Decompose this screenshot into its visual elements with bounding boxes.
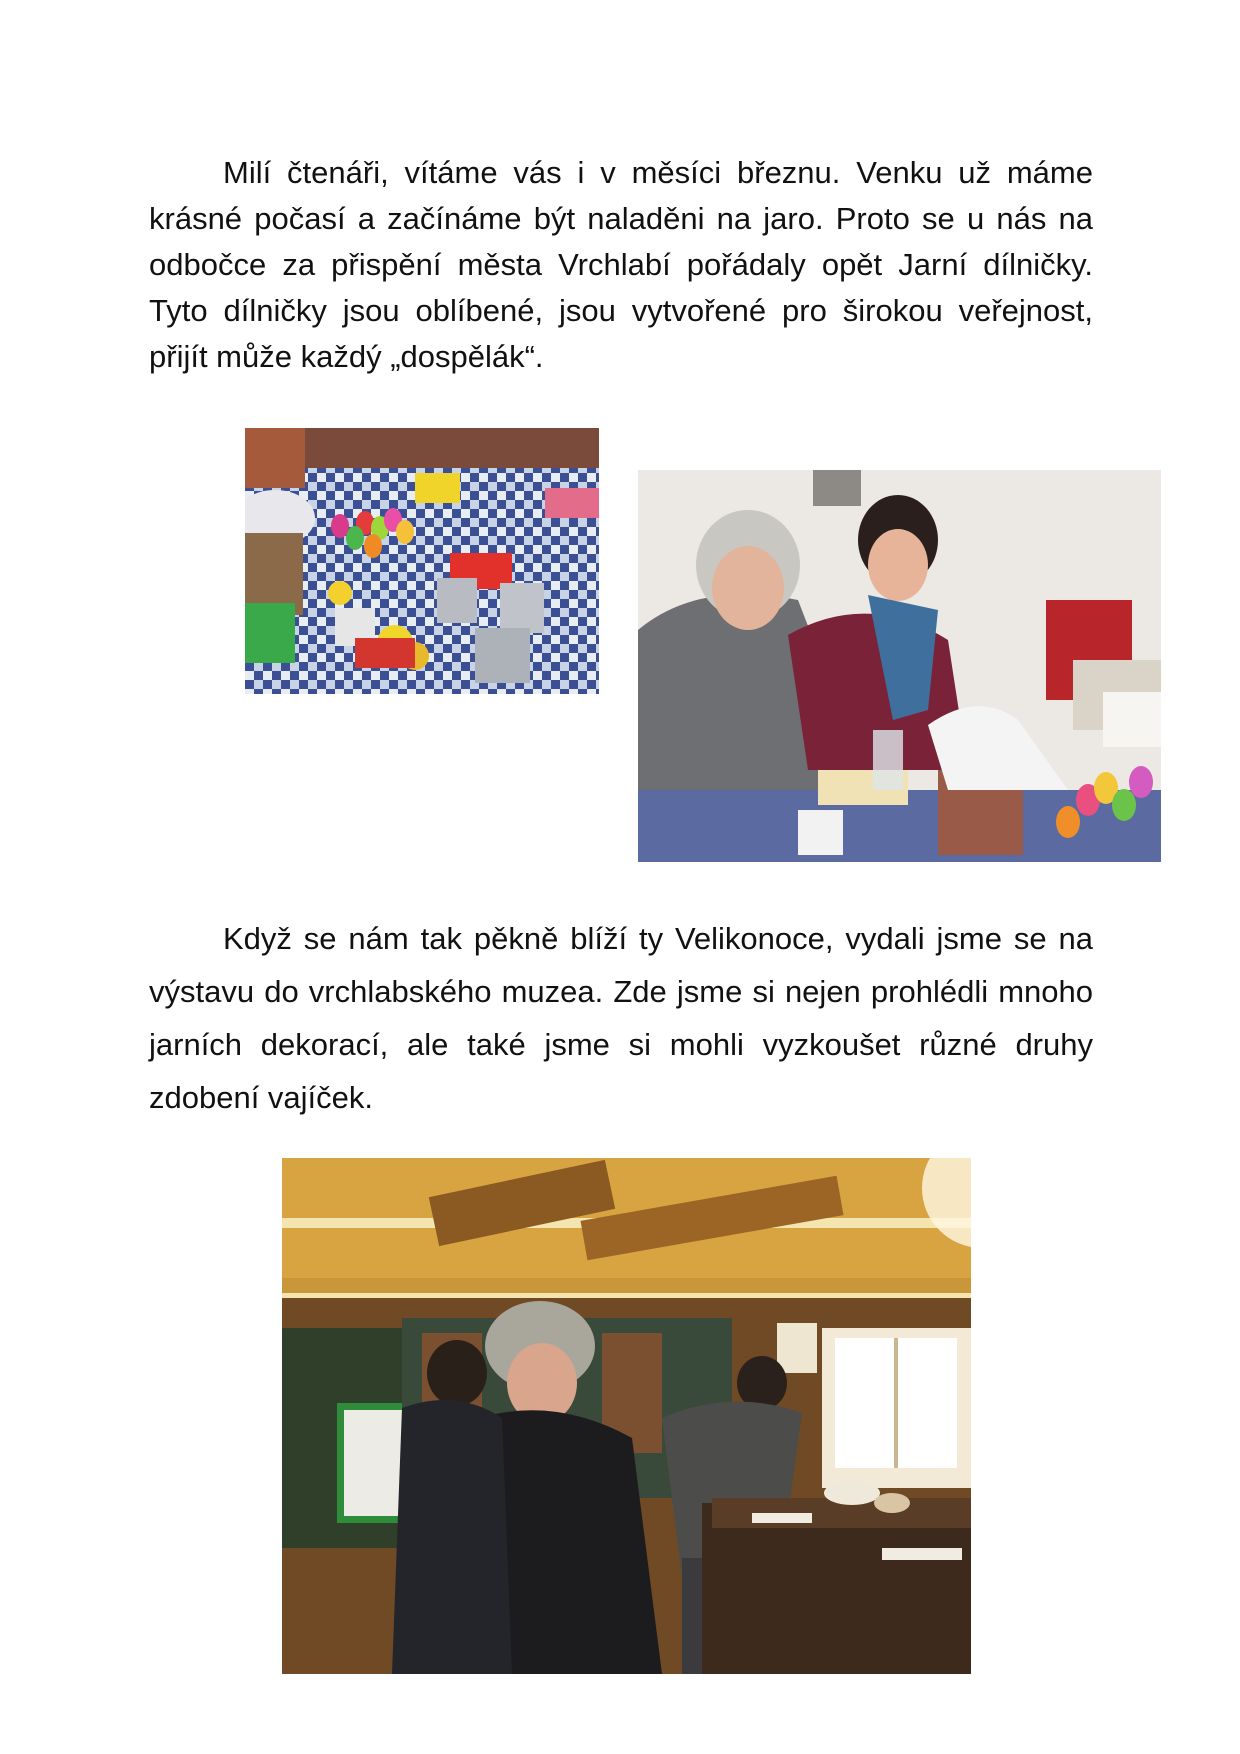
photo-museum-exhibition <box>282 1158 971 1674</box>
photo-women-crafting <box>638 470 1161 862</box>
paragraph-museum: Když se nám tak pěkně blíží ty Velikonoce, vydali jsme se na výstavu do vrchlabského muzea. Zde jsme si nejen prohlédli mnoho jarních dekorací, ale také jsme si mohli vyzkoušet různé druhy zdobení vajíček. <box>149 921 1093 1115</box>
paragraph-workshops: Milí čtenáři, vítáme vás i v měsíci březnu. Venku už máme krásné počasí a začínáme být naladěni na jaro. Proto se u nás na odbočce za přispění města Vrchlabí pořádaly opět Jarní dílničky. Tyto dílničky jsou oblíbené, jsou vytvořené pro širokou veřejnost, přijít může každý „dospělák“. <box>149 155 1093 374</box>
photo-easter-craft-table <box>245 428 599 694</box>
museum-exhibition-image <box>282 1158 971 1674</box>
craft-table-image <box>245 428 599 694</box>
women-crafting-image <box>638 470 1161 862</box>
